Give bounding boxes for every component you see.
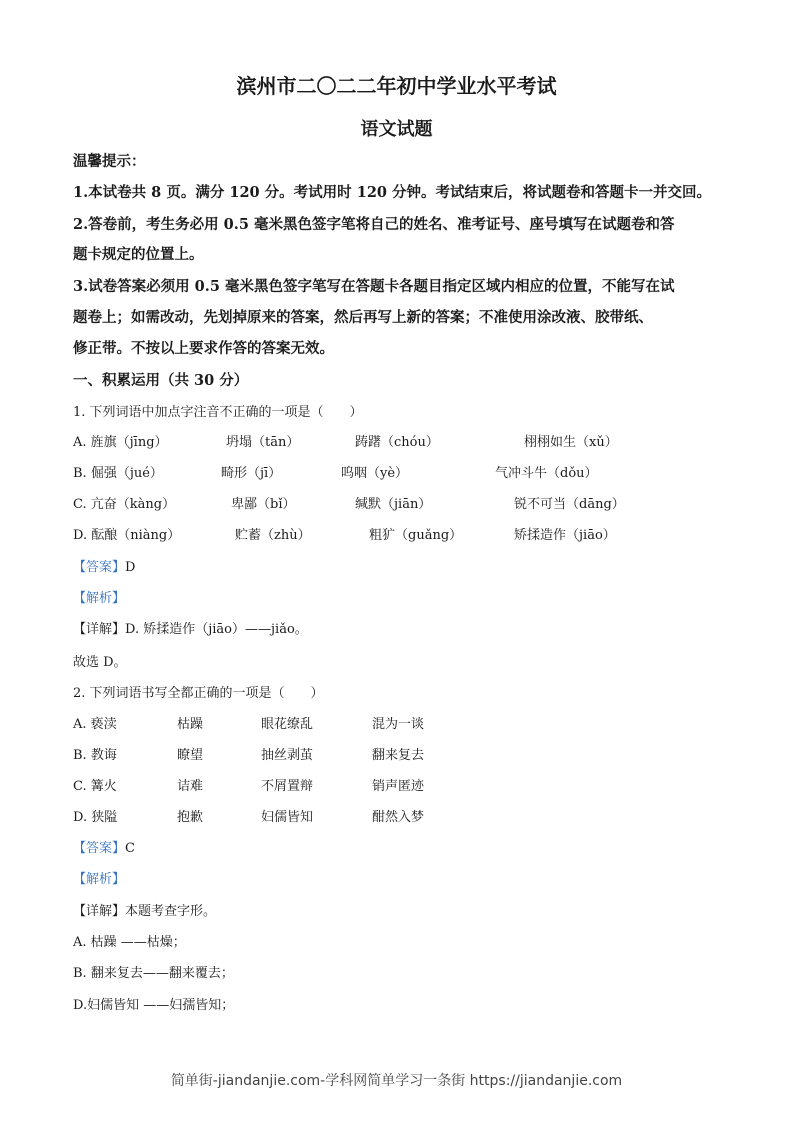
conclusion-line: 故选 D。	[73, 655, 127, 670]
option-item: 诘难	[177, 779, 204, 794]
detail-tag: 【详解】	[73, 622, 126, 637]
option-item: B. 教诲	[73, 748, 117, 763]
detail-line	[73, 900, 216, 919]
question-1-stem: 1. 下列词语中加点字注音不正确的一项是（ ）	[73, 405, 363, 420]
note-line: D.妇儒皆知 ——妇孺皆知；	[73, 998, 235, 1013]
option-item: 枯躁	[177, 717, 204, 732]
answer-tag: 【答案】	[73, 841, 126, 856]
detail-tag: 【详解】	[73, 904, 126, 919]
question-2-stem: 2. 下列词语书写全都正确的一项是（ ）	[73, 686, 324, 701]
option-item: 畸形（jī）	[221, 466, 282, 481]
option-item: 坍塌（tān）	[226, 435, 300, 450]
option-item: 眼花缭乱	[261, 717, 314, 732]
footer-watermark: 简单街-jiandanjie.com-学科网简单学习一条街 https://jiandanjie.com	[170, 1073, 623, 1089]
option-item: 不屑置辩	[261, 779, 314, 794]
option-item: 矫揉造作（jiāo）	[514, 528, 616, 543]
answer-value: C	[125, 841, 135, 856]
analysis-tag: 【解析】	[73, 872, 126, 887]
detail-line	[73, 618, 308, 637]
notice-line: 修正带。不按以上要求作答的答案无效。	[73, 340, 334, 357]
option-item: 翻来复去	[372, 748, 425, 763]
option-item: A. 旌旗（jīng）	[73, 435, 168, 450]
option-item: 粗犷（guǎng）	[369, 528, 463, 543]
option-item: 气冲斗牛（dǒu）	[495, 466, 598, 481]
option-item: 销声匿迹	[372, 779, 425, 794]
option-item: 酣然入梦	[372, 810, 425, 825]
detail-text: D. 矫揉造作（jiāo）——jiǎo。	[125, 622, 308, 637]
notice-line: 题卡规定的位置上。	[73, 246, 204, 263]
answer-tag: 【答案】	[73, 560, 126, 575]
notice-line: 题卷上；如需改动，先划掉原来的答案，然后再写上新的答案；不准使用涂改液、胶带纸、	[73, 309, 653, 326]
option-item: 瞭望	[177, 748, 204, 763]
option-item: 锐不可当（dāng）	[514, 497, 625, 512]
option-item: 妇儒皆知	[261, 810, 314, 825]
note-line: A. 枯躁 ——枯燥；	[73, 935, 186, 950]
detail-text: 本题考查字形。	[125, 904, 217, 919]
option-item: 贮蓄（zhù）	[235, 528, 311, 543]
notice-line: 3.试卷答案必须用 0.5 毫米黑色签字笔写在答题卡各题目指定区域内相应的位置，不能写在试	[73, 278, 675, 295]
notice-line: 1.本试卷共 8 页。满分 120 分。考试用时 120 分钟。考试结束后，将试题卷和答题卡一并交回。	[73, 184, 712, 201]
answer-value: D	[125, 560, 136, 575]
section-heading: 一、积累运用（共 30 分）	[73, 372, 249, 389]
option-item: 呜咽（yè）	[341, 466, 409, 481]
answer-line	[73, 556, 135, 575]
option-item: 抱歉	[177, 810, 204, 825]
option-item: C. 亢奋（kàng）	[73, 497, 176, 512]
option-item: D. 狭隘	[73, 810, 118, 825]
option-item: 踌躇（chóu）	[355, 435, 439, 450]
answer-line	[73, 837, 135, 856]
subject-title: 语文试题	[360, 119, 433, 140]
option-item: D. 酝酿（niàng）	[73, 528, 181, 543]
notice-heading: 温馨提示：	[73, 153, 146, 170]
option-item: A. 亵渎	[73, 717, 117, 732]
option-item: B. 倔强（jué）	[73, 466, 163, 481]
option-item: 栩栩如生（xǔ）	[524, 435, 618, 450]
note-line: B. 翻来复去——翻来覆去；	[73, 966, 234, 981]
option-item: C. 篝火	[73, 779, 117, 794]
page-title: 滨州市二〇二二年初中学业水平考试	[236, 74, 557, 98]
option-item: 缄默（jiān）	[355, 497, 432, 512]
analysis-tag: 【解析】	[73, 591, 126, 606]
notice-line: 2.答卷前，考生务必用 0.5 毫米黑色签字笔将自己的姓名、准考证号、座号填写在试题卷和答	[73, 216, 675, 233]
option-item: 混为一谈	[372, 717, 425, 732]
option-item: 抽丝剥茧	[261, 748, 314, 763]
option-item: 卑鄙（bǐ）	[231, 497, 296, 512]
